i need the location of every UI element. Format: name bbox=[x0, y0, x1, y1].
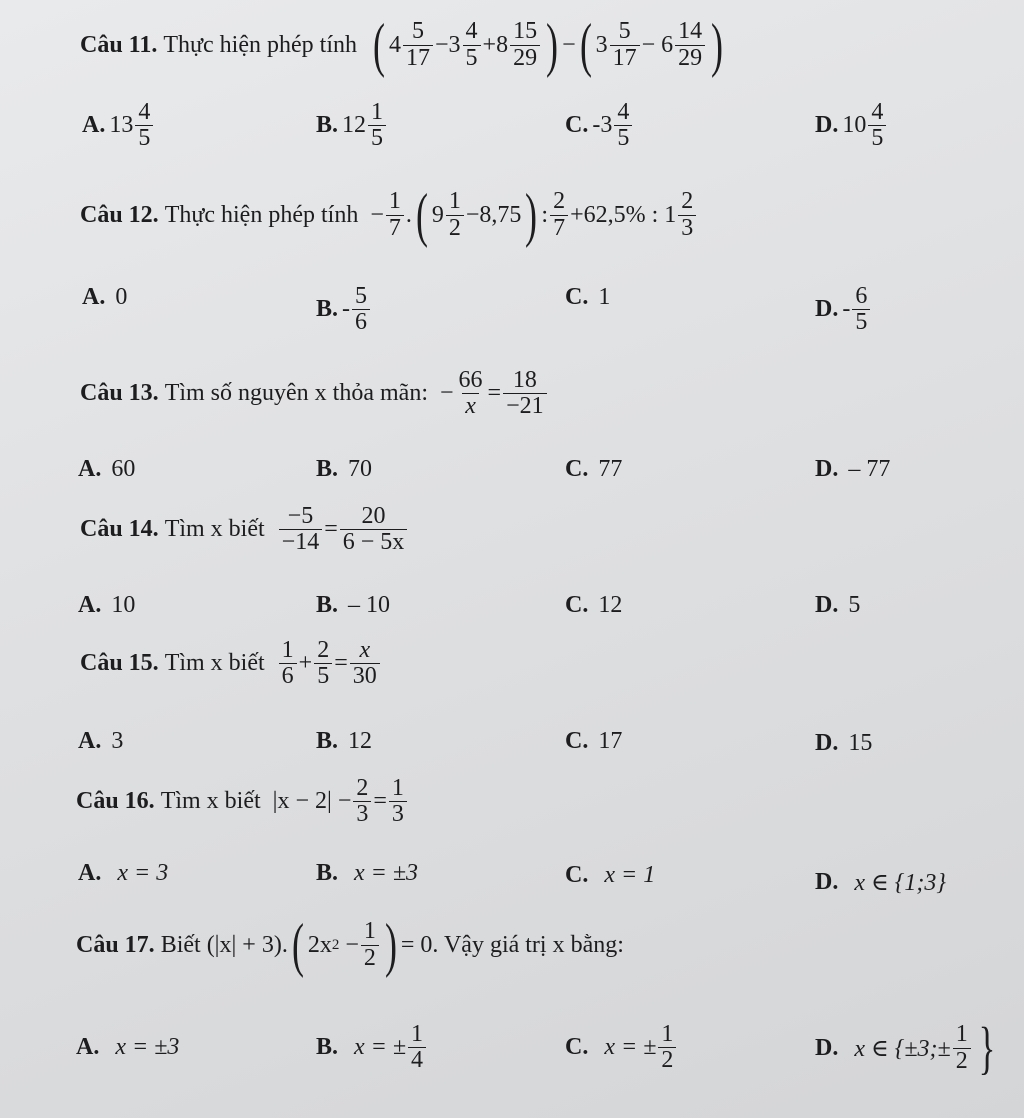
option-d[interactable]: D. - 6 5 bbox=[815, 284, 872, 335]
option-d[interactable]: D. – 77 bbox=[815, 456, 891, 482]
option-b[interactable]: B. – 10 bbox=[316, 592, 391, 618]
option-b[interactable]: B. - 5 6 bbox=[316, 284, 372, 335]
question-label: Câu 14. bbox=[80, 516, 159, 543]
math-expression: (|x| + 3). ( 2x 2 − 1 2 ) = 0 bbox=[206, 912, 433, 978]
question-label: Câu 13. bbox=[80, 380, 159, 407]
math-expression: ( 4 5 17 − 3 4 5 + 8 15 29 ) − ( 3 5 17 − 6 14 29 ) bbox=[372, 12, 724, 78]
math-expression: − 66 x = 18 −21 bbox=[440, 368, 549, 419]
answer-row-15 bbox=[0, 714, 1024, 774]
question-text: Tìm x biết bbox=[160, 788, 261, 815]
answer-row-16 bbox=[0, 852, 1024, 912]
math-expression: −5 −14 = 20 6 − 5x bbox=[277, 504, 410, 555]
question-15 bbox=[80, 638, 382, 689]
question-tail: . Vậy giá trị x bằng: bbox=[432, 931, 624, 958]
option-d[interactable]: D. 15 bbox=[815, 730, 873, 756]
answer-row-12 bbox=[0, 284, 1024, 344]
option-a[interactable]: A. 0 bbox=[82, 284, 128, 310]
question-text: Tìm x biết bbox=[164, 516, 265, 543]
question-16 bbox=[76, 776, 409, 827]
option-d[interactable]: D. x ∈ {1;3} bbox=[815, 869, 946, 896]
answer-row-13 bbox=[0, 442, 1024, 502]
question-text: Thực hiện phép tính bbox=[164, 201, 359, 228]
option-d[interactable]: D. x ∈ {±3;± $\frac{1}{2}$ } bbox=[815, 1015, 995, 1080]
answer-row-17 bbox=[0, 1015, 1024, 1108]
option-a[interactable]: A. x = 3 bbox=[78, 860, 169, 886]
question-text: Thực hiện phép tính bbox=[163, 31, 357, 58]
option-a[interactable]: A. 60 bbox=[78, 456, 136, 482]
option-b[interactable]: B. 70 bbox=[316, 456, 373, 482]
math-expression: − 1 7 . ( 9 1 2 − 8,75 ) : 2 7 + 62,5% : 1 2 3 bbox=[370, 188, 698, 242]
question-label: Câu 17. bbox=[76, 931, 155, 958]
option-c[interactable]: C. 1 bbox=[565, 284, 611, 310]
option-c[interactable]: C. 12 bbox=[565, 592, 623, 618]
question-label: Câu 15. bbox=[80, 650, 159, 677]
question-label: Câu 11. bbox=[80, 31, 158, 58]
option-d[interactable]: D. 5 bbox=[815, 592, 861, 618]
option-a[interactable]: A. 10 bbox=[78, 592, 136, 618]
option-a[interactable]: A. x = ±3 bbox=[76, 1034, 180, 1060]
question-text: Tìm x biết bbox=[164, 650, 265, 677]
question-13 bbox=[80, 368, 549, 419]
question-17 bbox=[76, 912, 624, 978]
question-text: Biết bbox=[160, 931, 201, 958]
math-expression: |x − 2| − 2 3 = 1 3 bbox=[273, 776, 409, 827]
question-12 bbox=[80, 182, 698, 248]
answer-row-14 bbox=[0, 578, 1024, 638]
question-14 bbox=[80, 504, 409, 555]
closing-brace: } bbox=[978, 1015, 995, 1080]
option-b[interactable]: B. x = ± $\frac{1}{4}$ bbox=[316, 1022, 428, 1073]
math-expression: 1 6 + 2 5 = x 30 bbox=[277, 638, 382, 689]
answer-row-11 bbox=[0, 100, 1024, 160]
option-c[interactable]: C. x = 1 bbox=[565, 862, 656, 888]
question-label: Câu 16. bbox=[76, 788, 155, 815]
option-d[interactable]: D. 10 4 5 bbox=[815, 100, 888, 151]
question-text: Tìm số nguyên x thỏa mãn: bbox=[164, 380, 428, 407]
question-11 bbox=[80, 12, 727, 78]
option-a[interactable]: A. 3 bbox=[78, 728, 124, 754]
option-c[interactable]: C. 17 bbox=[565, 728, 623, 754]
question-label: Câu 12. bbox=[80, 201, 159, 228]
option-c[interactable]: C. -3 4 5 bbox=[565, 100, 634, 151]
option-a[interactable]: A. 13 4 5 bbox=[82, 100, 155, 151]
option-b[interactable]: B. 12 bbox=[316, 728, 373, 754]
option-c[interactable]: C. x = ± $\frac{1}{2}$ bbox=[565, 1022, 678, 1073]
option-b[interactable]: B. x = ±3 bbox=[316, 860, 419, 886]
option-c[interactable]: C. 77 bbox=[565, 456, 623, 482]
option-b[interactable]: B. 12 1 5 bbox=[316, 100, 388, 151]
